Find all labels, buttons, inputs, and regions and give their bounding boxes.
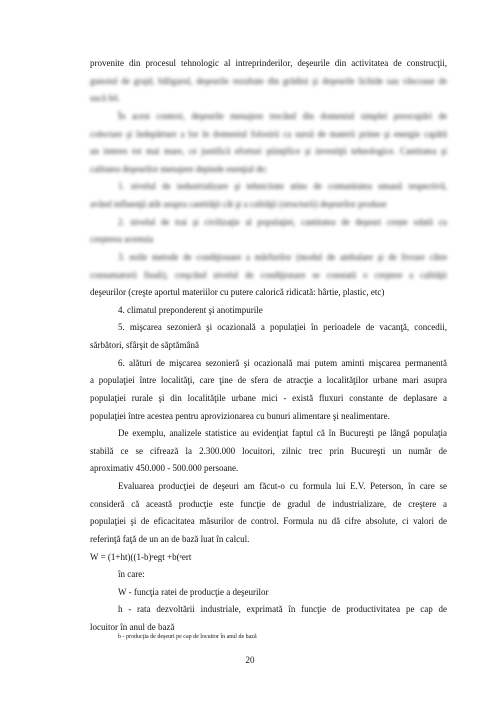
text-line: stabilă ce se cifrează la 2.300.000 locuitori, zilnic trec prin Bucureşti un număr de [90, 445, 447, 456]
text-line: 2. nivelul de trai şi civilizaţie al populaţiei, cantitatea de deşeuri crește odată cu [118, 216, 447, 227]
text-line: gunoiul de grajd, băligarul, deşeurile rezultate din grădini şi deşeurile lichide sau vâscoase de [90, 75, 447, 86]
text-line: Evaluarea producţiei de deşeuri am făcut-o cu formula lui E.V. Peterson, în care se [118, 481, 447, 491]
text-line: 3. noile metode de condiţionare a mărfurilor (modul de ambalare şi de livrare către [118, 251, 447, 262]
text-line: W - funcţia ratei de producţie a deşeurilor [118, 586, 269, 597]
text-line: colectare şi îndepărtare a lor în domeniul folosirii ca sursă de materii prime şi energie capătă [90, 128, 447, 139]
text-line: a populaţiei între localităţi, care ţine de sfera de atracţie a localităţilor urbane mari asupra [90, 375, 447, 386]
text-line: populaţiei între acestea pentru aprovizionarea cu bunuri alimentare şi nealimentare. [90, 410, 390, 421]
text-line: creşterea acestuia [90, 234, 154, 245]
text-line: În acest context, deşeurile menajere trecând din domeniul simplei preocupări de [118, 110, 447, 121]
text-line: un interes tot mai mare, ce justifică eforturi ştiinţifice şi investiţii tehnologice. Cantitatea şi [90, 146, 447, 157]
text-line: 1. nivelul de industrializare şi tehnicitate atins de comunitatea umană respectivă, [118, 181, 447, 192]
list-item: 6. alături de mişcarea sezonieră şi ocazională mai putem aminti mişcarea permanentă [118, 357, 447, 368]
text-line: sărbători, sfârşit de săptămână [90, 340, 199, 350]
text-line: consumatorii finali), creşcând nivelul de condiţionare se constată o creştere a calităţii [90, 269, 447, 280]
page-number: 20 [245, 655, 255, 665]
text-line: referinţă faţă de un an de bază luat în calcul. [90, 533, 250, 544]
text-line: populaţiei şi de eficacitatea măsurilor de control. Formula nu dă cifre absolute, ci valori de [90, 516, 447, 527]
text-line: consideră că această producţie este funcţie de gradul de industrializare, de creştere a [90, 498, 447, 509]
text-line: locuitor în anul de bază [90, 622, 175, 632]
list-item: 4. climatul preponderent şi anotimpurile [118, 304, 263, 315]
text-line: având influenţă atât asupra cantităţii cât şi a calităţii (structurii) deşeurilor produse [90, 199, 387, 209]
text-line: aproximativ 450.000 - 500.000 persoane. [90, 463, 239, 474]
text-line: populaţiei rurale şi din localităţile urbane mici - există fluxuri constante de deplasare a [90, 392, 447, 403]
footnote: b - producţia de deşeuri pe cap de locuitor în anul de bază [118, 634, 257, 640]
list-item: 5. mişcarea sezonieră şi ocazională a populaţiei în perioadele de vacanţă, concedii, [118, 322, 447, 333]
text-line: uscă fel. [90, 93, 120, 104]
text-line: calitatea deşeurilor menajere depinde esenţial de: [90, 163, 268, 174]
formula: W = (1+ht)((1-b)ᵉegt +b(ᵉert [90, 551, 192, 562]
text-line: provenite din procesul tehnologic al intreprinderilor, deşeurile din activitatea de construcţii, [90, 58, 447, 68]
text-line: h - rata dezvoltării industriale, exprimată în funcţie de productivitatea pe cap de [118, 604, 447, 615]
text-line: De exemplu, analizele statistice au evidenţiat faptul că în Bucureşti pe lângă populaţia [118, 428, 447, 439]
text-line: deşeurilor (creşte aportul materiilor cu putere calorică ridicată: hârtie, plastic, etc) [90, 287, 385, 298]
text-line: în care: [118, 569, 145, 580]
